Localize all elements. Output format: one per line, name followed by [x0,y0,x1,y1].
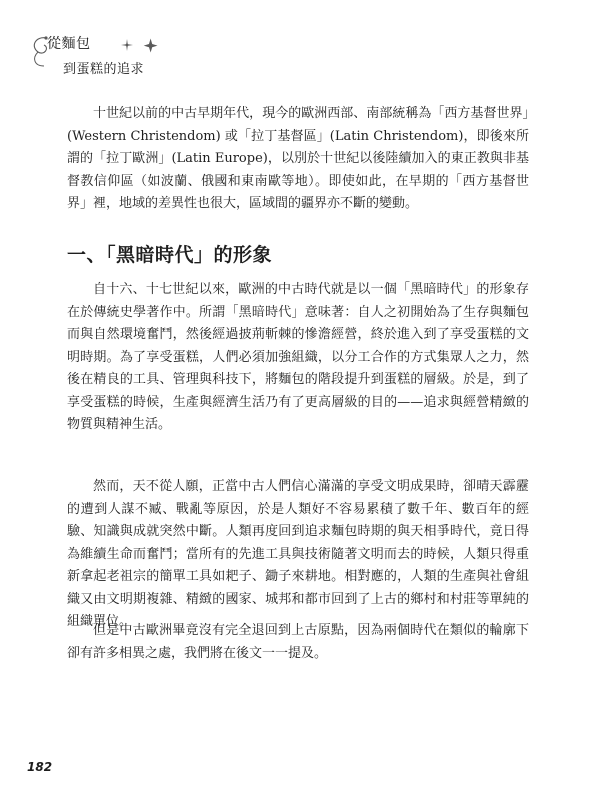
page-number: 182 [27,760,53,774]
running-header-title-line2: 到蛋糕的追求 [63,62,145,77]
body-paragraph-1: 十世紀以前的中古早期年代，現今的歐洲西部、南部統稱為「西方基督世界」(Western Christendom) 或「拉丁基督區」(Latin Christendom)，即後來所謂的「拉丁歐洲」(Latin Europe)，以別於十世紀以後陸續加入的東正教與非基督教信仰區（如波蘭、俄國和東南歐等地）。即使如此，在早期的「西方基督世界」裡，地域的差異性也很大，區域間的疆界亦不斷的變動。 [67,106,529,211]
body-paragraph-4: 但是中古歐洲畢竟沒有完全退回到上古原點，因為兩個時代在類似的輪廓下卻有許多相異之處，我們將在後文一一提及。 [67,623,529,661]
sparkle-stars-icon [115,36,163,54]
section-heading: 一、「黑暗時代」的形象 [67,244,273,266]
body-paragraph-3: 然而，天不從人願，正當中古人們信心滿滿的享受文明成果時，卻晴天霹靂的遭到人謀不臧、戰亂等原因，於是人類好不容易累積了數千年、數百年的經驗、知識與成就突然中斷。人類再度回到追求麵包時期的與天相爭時代，竟日得為維續生命而奮鬥；當所有的先進工具與技術隨著文明而去的時候，人類只得重新拿起老祖宗的簡單工具如耙子、鋤子來耕地。相對應的，人類的生產與社會組織又由文明期複雜、精緻的國家、城邦和都市回到了上古的鄉村和村莊等單純的組織單位。 [67,479,529,629]
running-header-title-line1: 從麵包 [47,36,91,52]
body-paragraph-2: 自十六、十七世紀以來，歐洲的中古時代就是以一個「黑暗時代」的形象存在於傳統史學著作中。所謂「黑暗時代」意味著：自人之初開始為了生存與麵包而與自然環境奮鬥，然後經過披荊斬棘的慘澹經營，終於進入到了享受蛋糕的文明時期。為了享受蛋糕，人們必須加強組織，以分工合作的方式集眾人之力，然後在精良的工具、管理與科技下，將麵包的階段提升到蛋糕的層級。於是，到了享受蛋糕的時候，生產與經濟生活乃有了更高層級的目的——追求與經營精緻的物質與精神生活。 [67,282,529,432]
